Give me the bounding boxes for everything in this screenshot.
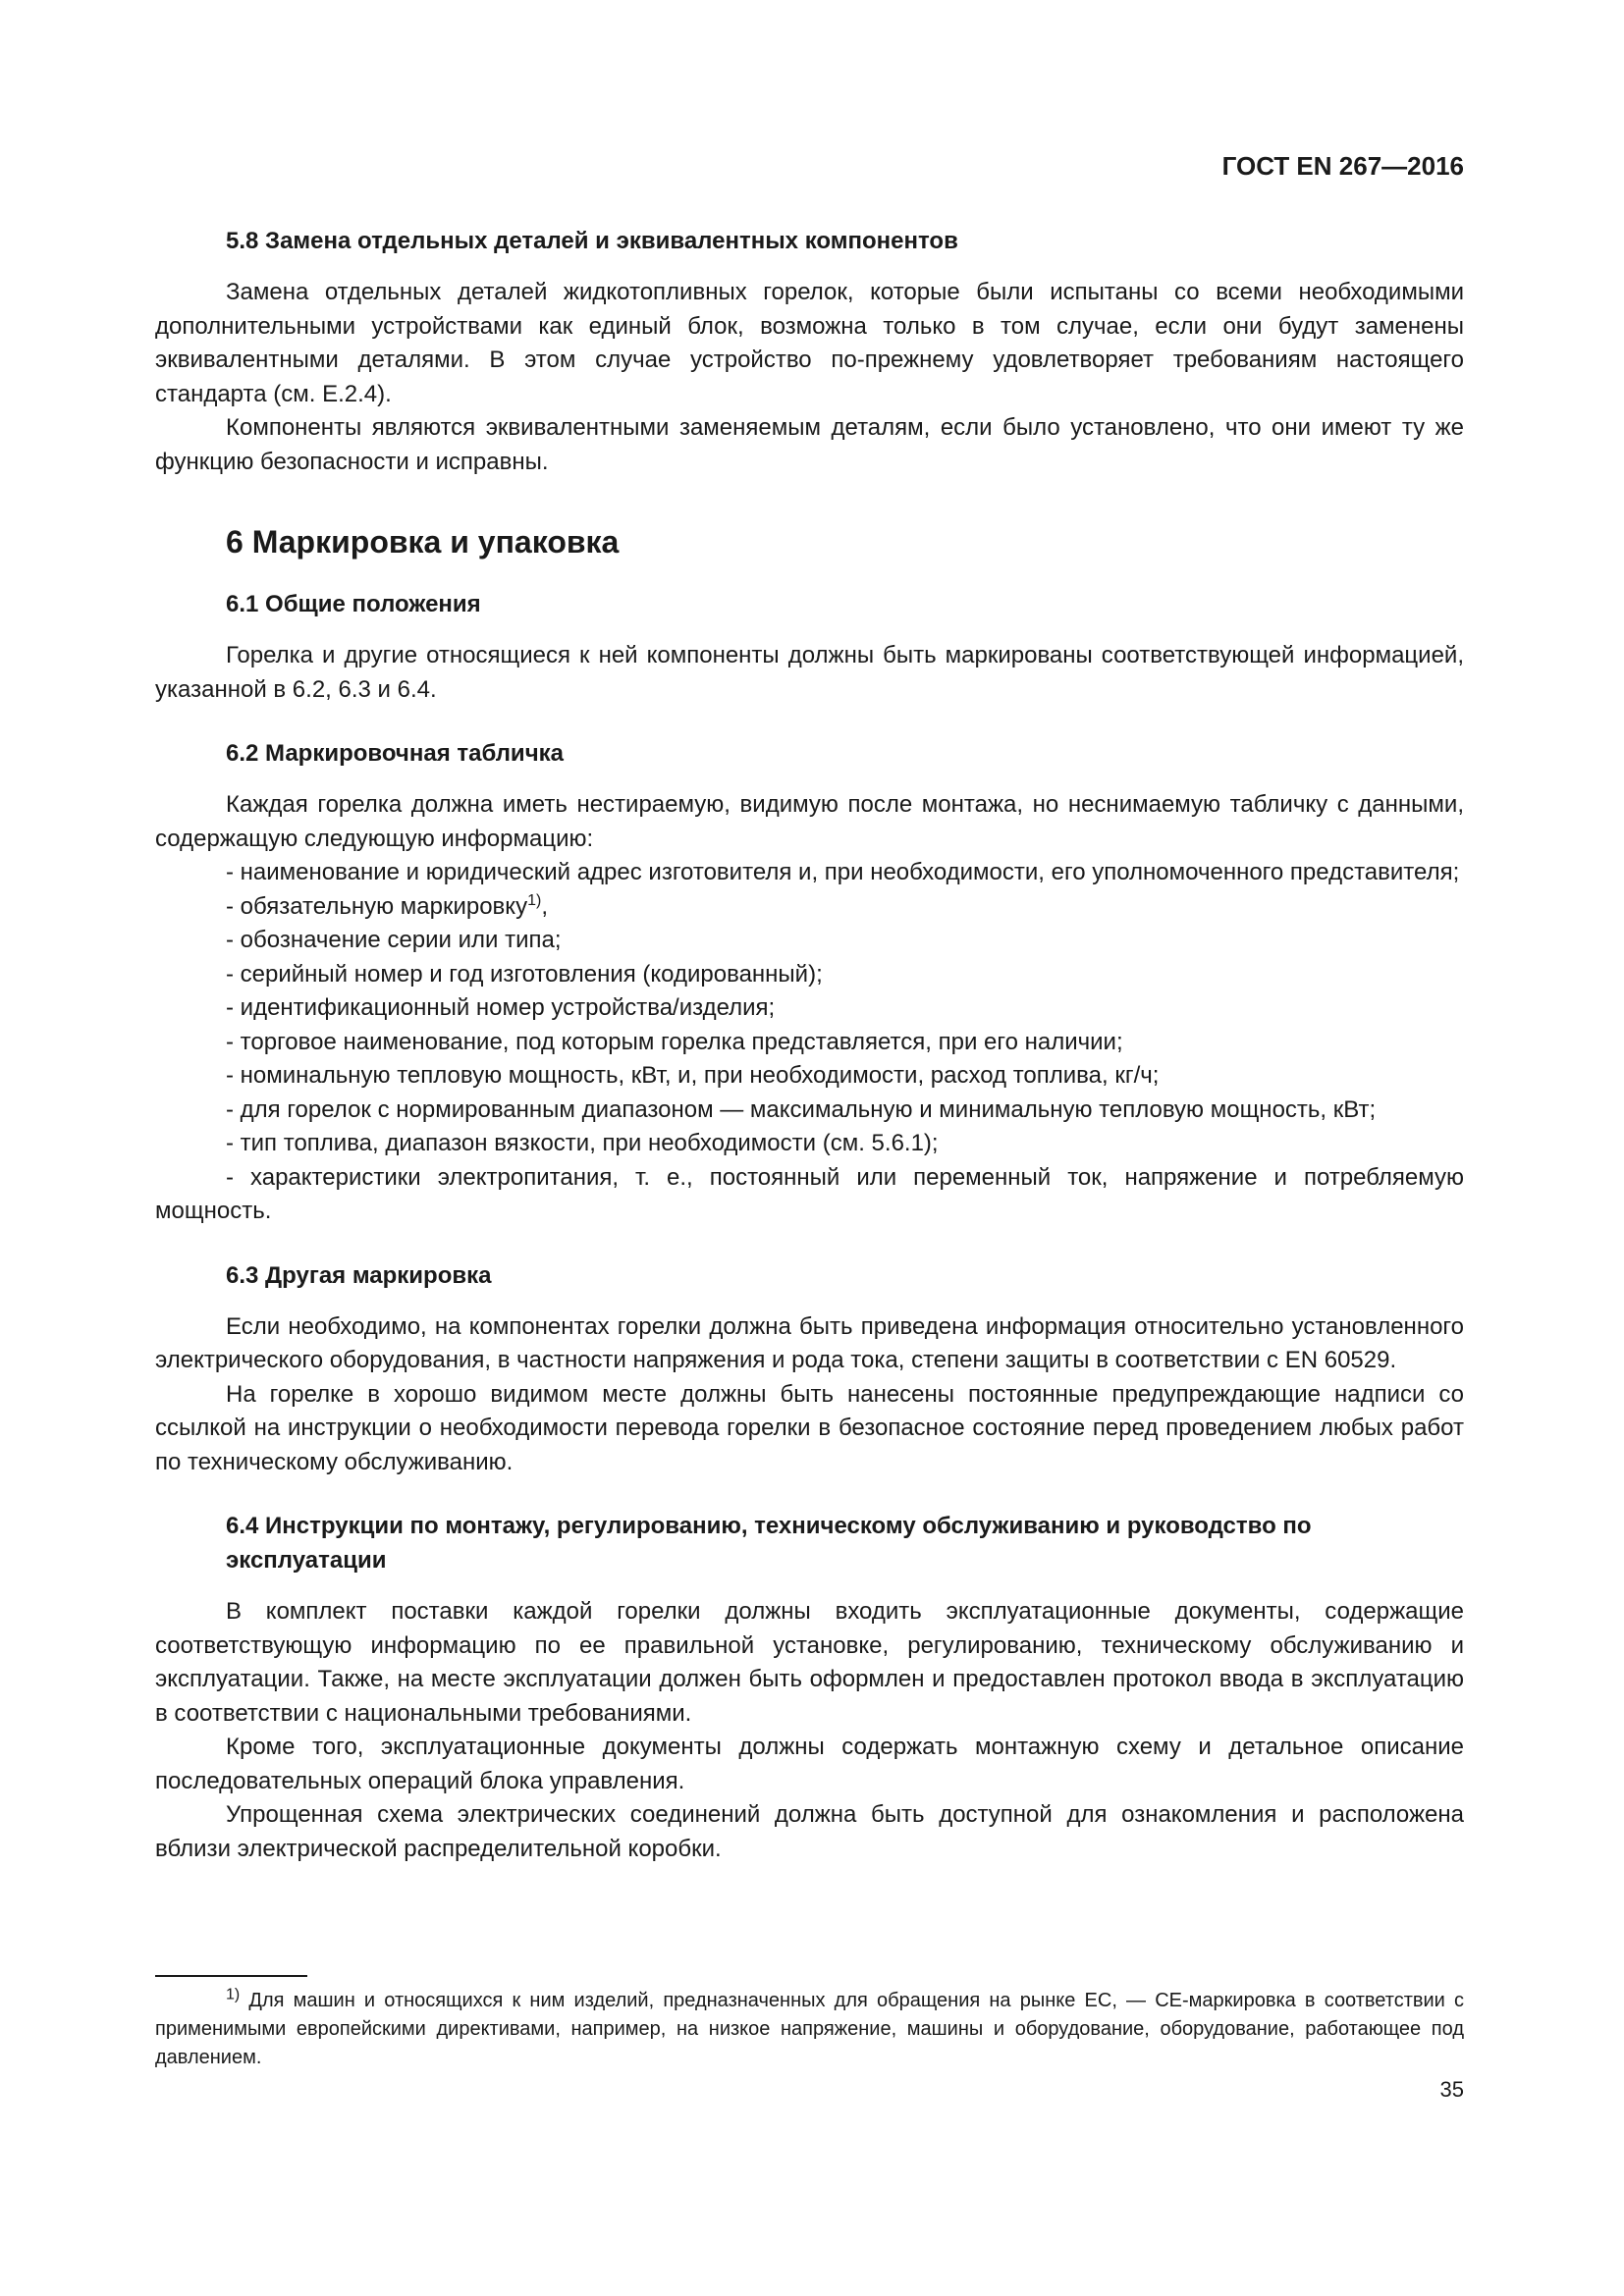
section-6-2-intro: Каждая горелка должна иметь нестираемую, видимую после монтажа, но неснимаемую табличку с данными, содержащую следующую информацию:: [155, 791, 1464, 852]
footnote-marker: 1): [226, 1986, 241, 2003]
page-number: 35: [1439, 2077, 1464, 2102]
footnote-reference: 1): [527, 891, 542, 909]
section-5-8-paragraph-2: Компоненты являются эквивалентными заменяемым деталям, если было установлено, что они имеют ту же функцию безопасности и исправны.: [155, 414, 1464, 475]
section-6-2-title: 6.2 Маркировочная табличка: [226, 740, 564, 767]
list-item: - для горелок с нормированным диапазоном — максимальную и минимальную тепловую мощность, кВт;: [226, 1095, 1377, 1123]
document-header: ГОСТ EN 267—2016: [1221, 151, 1464, 181]
section-6-4-paragraph-2: Кроме того, эксплуатационные документы должны содержать монтажную схему и детальное описание последовательных операций блока управления.: [155, 1734, 1464, 1794]
list-item: - номинальную тепловую мощность, кВт, и, при необходимости, расход топлива, кг/ч;: [226, 1062, 1160, 1089]
section-6-3-paragraph-2: На горелке в хорошо видимом месте должны быть нанесены постоянные предупреждающие надписи со ссылкой на инструкции о необходимости перевода горелки в безопасное состояние перед проведением любых работ по техническому обслуживанию.: [155, 1380, 1464, 1475]
list-item: - характеристики электропитания, т. е., постоянный или переменный ток, напряжение и потребляемую мощность.: [155, 1163, 1464, 1224]
list-item-text: - обязательную маркировку: [226, 892, 528, 920]
section-6-1-paragraph-1: Горелка и другие относящиеся к ней компоненты должны быть маркированы соответствующей информацией, указанной в 6.2, 6.3 и 6.4.: [155, 642, 1464, 703]
list-item: - серийный номер и год изготовления (кодированный);: [226, 960, 823, 988]
footnote-text: Для машин и относящихся к ним изделий, предназначенных для обращения на рынке ЕС, — СЕ-маркировка в соответствии с применимыми европейскими директивами, например, на низкое напряжение, машины и оборудование, оборудование, работающее под давлением.: [155, 1990, 1464, 2068]
section-5-8-paragraph-1: Замена отдельных деталей жидкотопливных горелок, которые были испытаны со всеми необходимыми дополнительными устройствами как единый блок, возможна только в том случае, если они будут заменены эквивалентными деталями. В этом случае устройство по-прежнему удовлетворяет требованиям настоящего стандарта (см. Е.2.4).: [155, 279, 1464, 407]
section-6-3-paragraph-1: Если необходимо, на компонентах горелки должна быть приведена информация относительно установленного электрического оборудования, в частности напряжения и рода тока, степени защиты в соответствии с EN 60529.: [155, 1312, 1464, 1373]
section-5-8-title: 5.8 Замена отдельных деталей и эквивалентных компонентов: [226, 228, 958, 254]
list-item: - обозначение серии или типа;: [226, 927, 562, 953]
list-item: - тип топлива, диапазон вязкости, при необходимости (см. 5.6.1);: [226, 1130, 939, 1156]
section-6-4-paragraph-3: Упрощенная схема электрических соединений должна быть доступной для ознакомления и расположена вблизи электрической распределительной коробки.: [155, 1801, 1464, 1862]
list-item-punctuation: ,: [541, 892, 548, 920]
page-body: [155, 224, 1464, 1866]
section-6-4-paragraph-1: В комплект поставки каждой горелки должны входить эксплуатационные документы, содержащие соответствующую информацию по ее правильной установке, регулированию, техническому обслуживанию и эксплуатации. Также, на месте эксплуатации должен быть оформлен и предоставлен протокол ввода в эксплуатацию в соответствии с национальными требованиями.: [155, 1598, 1464, 1727]
section-6-1-title: 6.1 Общие положения: [226, 591, 481, 617]
section-6-3-title: 6.3 Другая маркировка: [226, 1261, 492, 1289]
list-item: - идентификационный номер устройства/изделия;: [226, 994, 776, 1021]
section-6-title: 6 Маркировка и упаковка: [226, 524, 620, 560]
list-item: [155, 890, 1464, 925]
list-item: - торговое наименование, под которым горелка представляется, при его наличии;: [226, 1028, 1123, 1055]
footnote: [155, 1987, 1464, 2072]
footnote-divider: [155, 1975, 307, 1977]
section-6-4-title: 6.4 Инструкции по монтажу, регулированию, техническому обслуживанию и руководство по эксплуатации: [226, 1513, 1312, 1574]
list-item: - наименование и юридический адрес изготовителя и, при необходимости, его уполномоченного представителя;: [226, 859, 1460, 885]
